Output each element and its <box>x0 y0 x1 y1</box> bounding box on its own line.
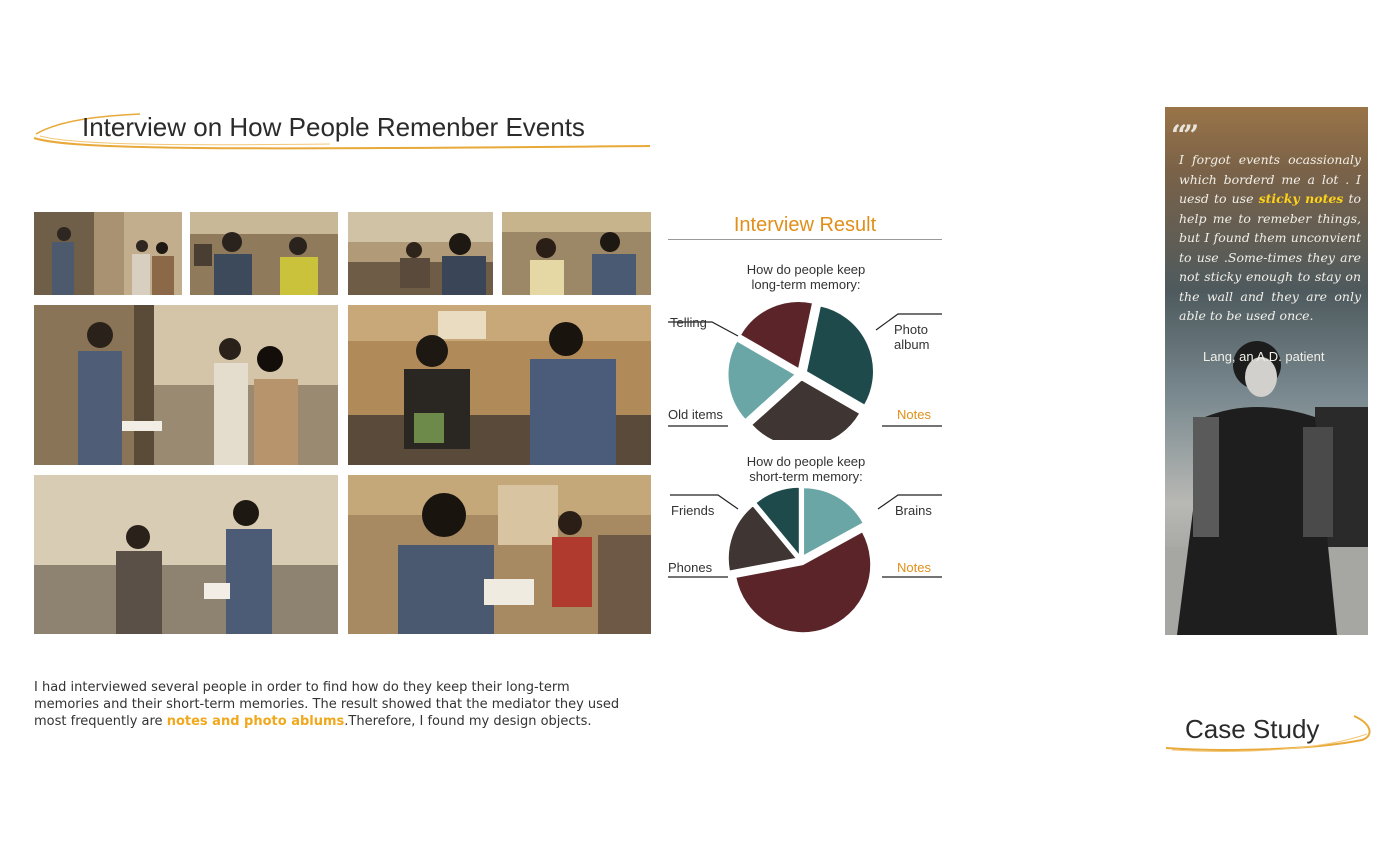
quote-text-end: to help me to remeber things, but I found them unconvient to use .Some-times they are not sticky enough to stay on the wall and they are only able to be used once. <box>1179 191 1361 323</box>
photo-hallway-two-men <box>34 475 338 634</box>
long-term-question-line-1: How do people keep <box>746 262 866 277</box>
short-term-question <box>706 454 906 484</box>
label-phones: Phones <box>668 560 713 575</box>
quote-panel <box>1165 107 1368 635</box>
quote-highlight: sticky notes <box>1258 191 1344 206</box>
summary-text-start: I had interviewed several people in order to find how do they keep their long-term memories and their short-term memories. The result showed that the mediator they used most frequently are <box>34 680 620 729</box>
label-photo-album-line-1: Photo <box>894 322 928 337</box>
result-divider <box>668 239 942 240</box>
label-notes-short: Notes <box>897 560 931 575</box>
summary-text-end: .Therefore, I found my design objects. <box>344 714 592 729</box>
short-term-question-line-2: short-term memory: <box>749 469 863 484</box>
page-title: Interview on How People Remenber Events <box>82 112 585 142</box>
photo-office-interview <box>348 212 493 295</box>
quote-text-start: I forgot events ocassionaly which borderd me a lot . I uesd to use <box>1179 152 1361 206</box>
quote-mark-icon: “” <box>1171 119 1196 152</box>
photo-hallway-small <box>34 212 182 295</box>
long-term-question-line-2: long-term memory: <box>751 277 861 292</box>
quote-text <box>1179 150 1361 326</box>
photo-desk-interview <box>348 305 651 465</box>
photo-hallway-large <box>34 305 338 465</box>
label-notes-long: Notes <box>897 407 931 422</box>
summary-highlight: notes and photo ablums <box>166 714 345 729</box>
short-term-question-line-1: How do people keep <box>746 454 866 469</box>
photo-office-woman <box>348 475 651 634</box>
case-study-heading: Case Study <box>1185 714 1320 744</box>
long-term-question <box>706 262 906 292</box>
page-title-block <box>30 100 670 160</box>
summary-paragraph <box>34 679 634 730</box>
label-photo-album <box>894 322 929 352</box>
label-old-items: Old items <box>668 407 723 422</box>
label-photo-album-line-2: album <box>894 337 930 352</box>
quote-attribution: Lang, an A.D. patient <box>1203 349 1325 364</box>
label-telling: Telling <box>670 315 707 330</box>
label-friends: Friends <box>671 503 715 518</box>
interview-result-title: Interview Result <box>733 214 877 236</box>
photo-office-two-men <box>190 212 338 295</box>
photo-woman-smiling <box>502 212 651 295</box>
label-brains: Brains <box>895 503 932 518</box>
